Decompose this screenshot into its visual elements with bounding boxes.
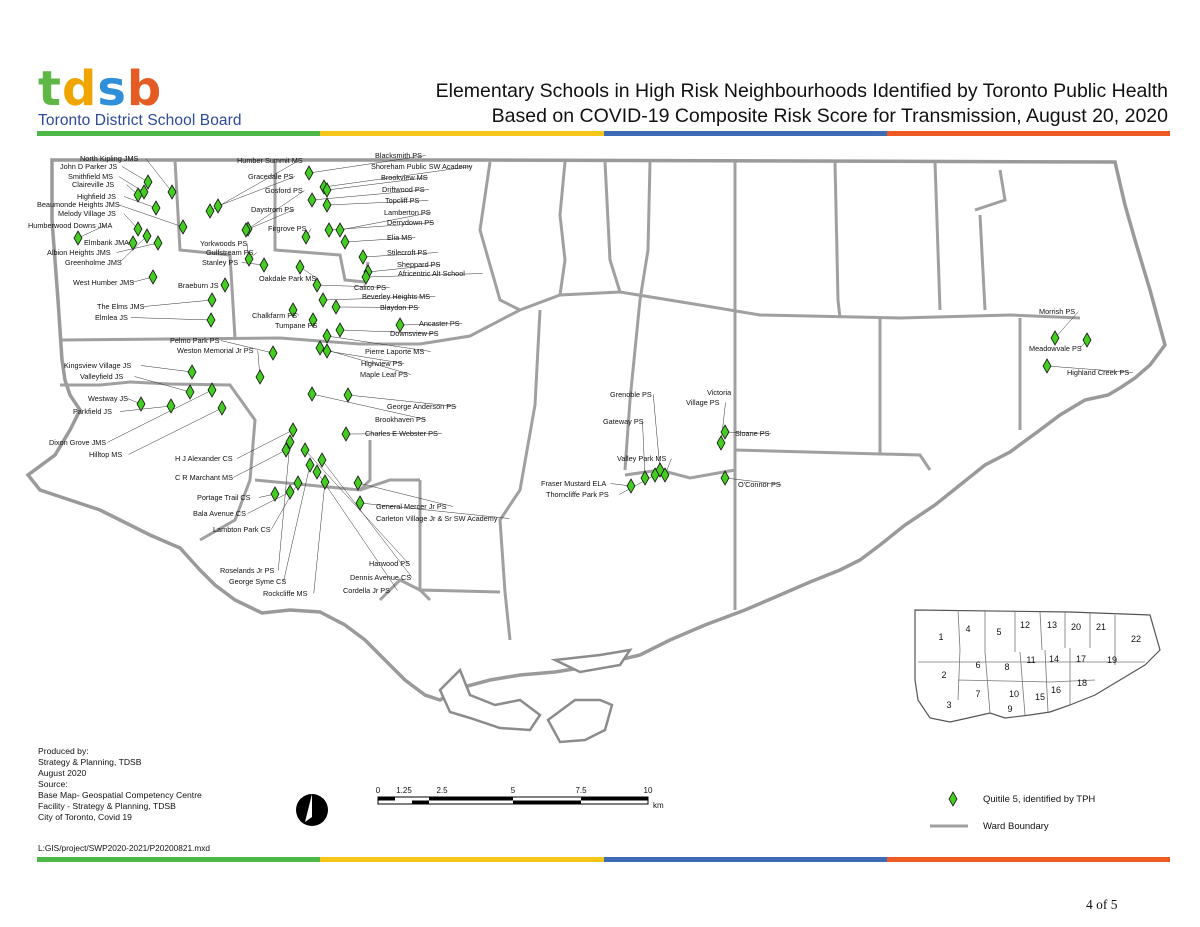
logo-mark: tdsb [38, 61, 163, 117]
credit-line: City of Toronto, Covid 19 [38, 812, 132, 822]
school-label: Dixon Grove JMS [49, 438, 107, 447]
scale-tick-label: 5 [510, 786, 516, 795]
page-number: 4 of 5 [1086, 897, 1118, 912]
inset-ward-number: 10 [1008, 689, 1020, 699]
inset-ward-number: 21 [1095, 622, 1107, 632]
legend-school-label: Quitile 5, identified by TPH [983, 794, 1096, 805]
school-label: Kingsview Village JS [64, 361, 132, 370]
inset-ward-number: 18 [1076, 678, 1088, 688]
school-label: Melody Village JS [58, 209, 116, 218]
school-label: Highview PS [361, 359, 403, 368]
school-label: North Kipling JMS [80, 154, 139, 163]
school-label: C R Marchant MS [175, 473, 233, 482]
file-path: L:GIS/project/SWP2020-2021/P20200821.mxd [38, 843, 211, 853]
school-label: Gateway PS [603, 417, 644, 426]
school-label: Braeburn JS [178, 281, 219, 290]
scale-bar [378, 797, 648, 804]
school-label: Elmbank JMA [84, 238, 130, 247]
inset-ward-number: 7 [975, 689, 981, 699]
school-label: Ancaster PS [419, 319, 460, 328]
school-label: West Humber JMS [73, 278, 135, 287]
school-label: Stilecroft PS [387, 248, 428, 257]
school-label: Parkfield JS [73, 407, 112, 416]
inset-ward-map [915, 610, 1160, 722]
inset-ward-number: 14 [1048, 654, 1060, 664]
school-label: The Elms JMS [97, 302, 145, 311]
school-label: Albion Heights JMS [47, 248, 111, 257]
school-label: Pelmo Park PS [170, 336, 220, 345]
inset-ward-number: 11 [1026, 655, 1036, 665]
school-label: Africentric Alt School [398, 269, 465, 278]
school-label: Chalkfarm PS [252, 311, 298, 320]
school-label: Valleyfield JS [80, 372, 124, 381]
school-label: Bala Avenue CS [193, 509, 247, 518]
school-label: Roselands Jr PS [220, 566, 275, 575]
school-label: Fraser Mustard ELA [541, 479, 607, 488]
inset-ward-number: 22 [1130, 634, 1142, 644]
school-label: Oakdale Park MS [259, 274, 317, 283]
school-label: Dennis Avenue CS [350, 573, 412, 582]
inset-ward-number: 2 [941, 670, 947, 680]
school-label: Portage Trail CS [197, 493, 251, 502]
school-label: Thorncliffe Park PS [546, 490, 609, 499]
school-label: H J Alexander CS [175, 454, 233, 463]
school-label: Brookview MS [381, 173, 428, 182]
school-label: George Syme CS [229, 577, 287, 586]
school-label: Stanley PS [202, 258, 239, 267]
school-label: Pierre Laporte MS [365, 347, 425, 356]
school-label: Cordella Jr PS [343, 586, 391, 595]
school-label: Yorkwoods PS [200, 239, 248, 248]
school-label: Shoreham Public SW Academy [371, 162, 473, 171]
school-label: Driftwood PS [382, 185, 425, 194]
inset-ward-number: 8 [1004, 662, 1010, 672]
inset-ward-number: 16 [1050, 685, 1062, 695]
school-label: Elmlea JS [95, 313, 128, 322]
school-label: Morrish PS [1039, 307, 1076, 316]
credit-line: August 2020 [38, 768, 87, 778]
school-label: Derrydown PS [387, 218, 435, 227]
credit-line: Strategy & Planning, TDSB [38, 757, 142, 767]
credit-line: Source: [38, 779, 68, 789]
inset-ward-number: 20 [1070, 622, 1082, 632]
legend-ward-label: Ward Boundary [983, 821, 1049, 832]
inset-ward-number: 4 [965, 624, 971, 634]
school-label: Weston Memorial Jr PS [177, 346, 254, 355]
inset-ward-number: 5 [996, 627, 1002, 637]
credit-line: Produced by: [38, 746, 89, 756]
scale-tick-label: 0 [375, 786, 381, 795]
credit-line: Facility - Strategy & Planning, TDSB [38, 801, 176, 811]
inset-ward-number: 6 [975, 660, 981, 670]
inset-ward-number: 15 [1034, 692, 1046, 702]
school-label: Humber Summit MS [237, 156, 303, 165]
school-label: Lambton Park CS [213, 525, 271, 534]
school-label: Victoria [707, 388, 732, 397]
school-label: Topcliff PS [385, 196, 420, 205]
school-label: John D Parker JS [60, 162, 118, 171]
school-label: Harwood PS [369, 559, 410, 568]
school-label: Meadowvale PS [1029, 344, 1082, 353]
scale-tick-label: 2.5 [436, 786, 448, 795]
school-label: Downsview PS [390, 329, 439, 338]
logo-board-name: Toronto District School Board [38, 112, 242, 129]
school-label: Carleton Village Jr & Sr SW Academy [376, 514, 498, 523]
school-label: Sheppard PS [397, 260, 441, 269]
school-label: Highfield JS [77, 192, 116, 201]
school-label: Greenholme JMS [65, 258, 122, 267]
school-label: Gracedale PS [248, 172, 294, 181]
school-label: Highland Creek PS [1067, 368, 1130, 377]
school-label: Claireville JS [72, 180, 115, 189]
school-label: Lamberton PS [384, 208, 431, 217]
scale-unit: km [653, 801, 664, 810]
school-label: Brookhaven PS [375, 415, 426, 424]
school-label: O'Connor PS [738, 480, 781, 489]
school-label: Humberwood Downs JMA [28, 221, 113, 230]
school-label: Valley Park MS [617, 454, 667, 463]
inset-ward-number: 13 [1046, 620, 1058, 630]
inset-ward-number: 19 [1106, 655, 1118, 665]
school-label: Daystrom PS [251, 205, 294, 214]
school-label: Grenoble PS [610, 390, 652, 399]
inset-ward-number: 12 [1019, 620, 1031, 630]
north-arrow-icon [296, 794, 328, 826]
school-label: Calico PS [354, 283, 387, 292]
school-label: Gulfstream PS [206, 248, 254, 257]
school-label: Smithfield MS [68, 172, 114, 181]
school-label: Tumpane PS [275, 321, 318, 330]
school-label: Sloane PS [735, 429, 770, 438]
school-label: Elia MS [387, 233, 413, 242]
school-label: Beverley Heights MS [362, 292, 431, 301]
school-label: Blacksmith PS [375, 151, 423, 160]
school-label: Hilltop MS [89, 450, 123, 459]
credit-line: Base Map- Geospatial Competency Centre [38, 790, 202, 800]
scale-tick-label: 7.5 [575, 786, 587, 795]
school-label: Gosford PS [265, 186, 303, 195]
school-label: Westway JS [88, 394, 129, 403]
school-label: Village PS [686, 398, 720, 407]
school-label: Maple Leaf PS [360, 370, 408, 379]
inset-ward-number: 1 [938, 632, 944, 642]
school-label: Charles E Webster PS [365, 429, 438, 438]
inset-ward-number: 3 [946, 700, 952, 710]
map-title-line-1: Elementary Schools in High Risk Neighbourhoods Identified by Toronto Public Health [435, 80, 1168, 102]
inset-ward-number: 17 [1075, 654, 1087, 664]
map-title-line-2: Based on COVID-19 Composite Risk Score for Transmission, August 20, 2020 [491, 105, 1168, 127]
school-label: George Anderson PS [387, 402, 456, 411]
school-label: Rockcliffe MS [263, 589, 308, 598]
scale-tick-label: 10 [643, 786, 653, 795]
inset-ward-number: 9 [1007, 704, 1013, 714]
map-credits [38, 746, 202, 823]
school-label: General Mercer Jr PS [376, 502, 447, 511]
scale-tick-label: 1.25 [396, 786, 412, 795]
school-label: Beaumonde Heights JMS [37, 200, 120, 209]
school-label: Firgrove PS [268, 224, 307, 233]
school-label: Blaydon PS [380, 303, 419, 312]
legend-school-marker-icon [949, 792, 957, 806]
